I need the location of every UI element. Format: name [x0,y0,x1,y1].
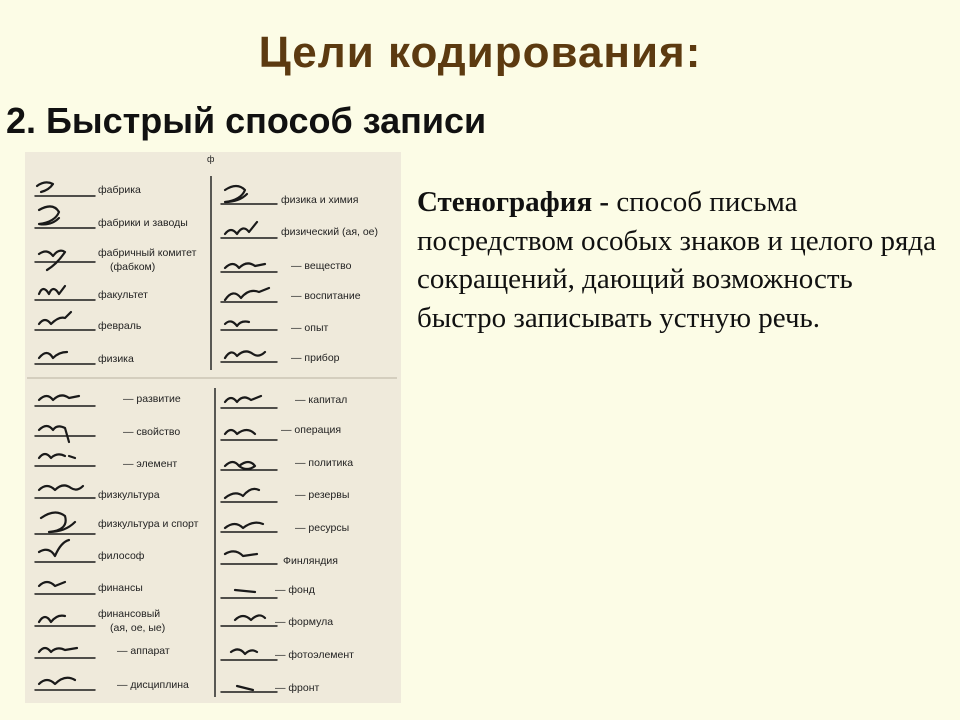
entry-label: — аппарат [117,645,170,657]
entry-label: фабрика [98,184,141,196]
left-lower-signs [35,395,95,690]
slide-subtitle: 2. Быстрый способ записи [6,100,487,141]
entry-label: — элемент [123,458,178,470]
entry-label: февраль [98,320,142,332]
entry-label: физкультура и спорт [98,518,199,530]
entry-label: физика и химия [281,194,359,206]
left-upper-signs [35,182,95,364]
shorthand-dictionary-scan [25,152,401,703]
entry-label: — вещество [291,260,352,272]
entry-label: — прибор [291,352,340,364]
definition-paragraph [417,183,937,337]
entry-label: финансовый [98,608,161,620]
entry-label: — опыт [291,322,329,334]
slide-title: Цели кодирования: [258,28,702,77]
entry-label: фабрики и заводы [98,217,188,229]
entry-label: физический (ая, ое) [281,226,379,238]
entry-label: физика [98,353,134,365]
entry-label: — политика [295,457,354,469]
entry-label: Финляндия [283,555,338,567]
entry-sublabel: (ая, ое, ые) [110,622,166,634]
entry-sublabel: (фабком) [110,261,156,273]
entry-label: — развитие [123,393,181,405]
right-upper-signs [221,186,277,362]
entry-label: фабричный комитет [98,247,197,259]
entry-label: финансы [98,582,143,594]
entry-label: — свойство [123,426,181,438]
entry-label: — операция [281,424,342,436]
entry-label: — фронт [275,682,320,694]
entry-label: философ [98,550,145,562]
entry-label: — воспитание [291,290,361,302]
entry-label: — капитал [295,394,348,406]
definition-text: способ письма посредством особых знаков и целого ряда сокращений, дающий возможность быстро записывать устную речь. [417,186,936,334]
entry-label: — формула [275,616,334,628]
entry-label: — фонд [275,584,315,596]
entry-label: — дисциплина [117,679,189,691]
entry-label: — резервы [295,489,350,501]
entry-label: — фотоэлемент [275,649,354,661]
dictionary-letter-header: ф [207,154,215,164]
definition-term: Стенография - [417,186,610,218]
right-lower-signs [221,396,277,692]
entry-label: — ресурсы [295,522,350,534]
entry-label: факультет [98,289,148,301]
entry-label: физкультура [98,489,160,501]
